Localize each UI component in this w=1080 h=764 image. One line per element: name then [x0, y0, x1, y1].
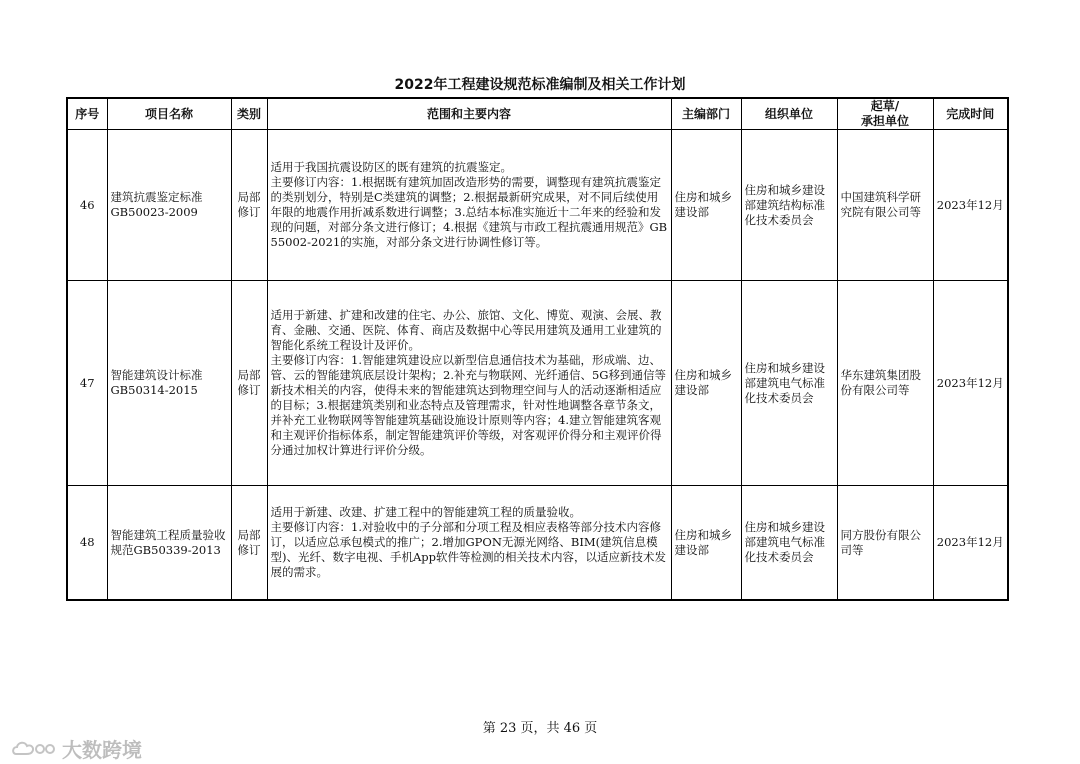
- header-name: 项目名称: [107, 98, 231, 130]
- row-name: 建筑抗震鉴定标准GB50023-2009: [107, 130, 231, 281]
- page-title: 2022年工程建设规范标准编制及相关工作计划: [394, 77, 686, 93]
- scope-line: 主要修订内容：1.智能建筑建设应以新型信息通信技术为基础，形成端、边、管、云的智能建筑底层设计架构；2.补充与物联网、光纤通信、5G移到通信等新技术相关的内容，使得未来的智能建筑达到物理空间与人的活动逐渐相适应的目标；3.根据建筑类别和业态特点及管理需求，针对性地调整各章节条文，并补充工业物联网等智能建筑基础设施设计原则等内容；4.建立智能建筑客观和主观评价指标体系，制定智能建筑评价等级，对客观评价得分和主观评价得分通过加权计算进行评价分级。: [270, 353, 666, 457]
- header-seq: 序号: [67, 98, 107, 130]
- table-row: [67, 130, 1008, 281]
- row-type: 局部修订: [231, 130, 267, 281]
- header-drafter-line1: 起草/: [870, 99, 900, 113]
- scope-line: 适用于我国抗震设防区的既有建筑的抗震鉴定。: [270, 160, 512, 174]
- header-drafter-line2: 承担单位: [860, 114, 909, 128]
- scope-line: 主要修订内容：1.对验收中的子分部和分项工程及相应表格等部分技术内容修订，以适应总承包模式的推广；2.增加GPON无源光网络、BIM(建筑信息模型)、光纤、数字电视、手机App软件等检测的相关技术内容，以适应新技术发展的需求。: [270, 520, 667, 579]
- row-org: 住房和城乡建设部建筑电气标准化技术委员会: [741, 486, 837, 601]
- row-scope: [267, 281, 671, 486]
- header-dept: 主编部门: [671, 98, 741, 130]
- row-org: 住房和城乡建设部建筑电气标准化技术委员会: [741, 281, 837, 486]
- table-header-row: [67, 98, 1008, 130]
- row-scope: [267, 486, 671, 601]
- row-finish: 2023年12月: [933, 130, 1008, 281]
- row-seq: 48: [67, 486, 107, 601]
- header-org: 组织单位: [741, 98, 837, 130]
- header-type: 类别: [231, 98, 267, 130]
- row-org: 住房和城乡建设部建筑结构标准化技术委员会: [741, 130, 837, 281]
- row-dept: 住房和城乡建设部: [671, 281, 741, 486]
- scope-line: 适用于新建、扩建和改建的住宅、办公、旅馆、文化、博览、观演、会展、教育、金融、交通、医院、体育、商店及数据中心等民用建筑及通用工业建筑的智能化系统工程设计及评价。: [270, 308, 662, 352]
- watermark: [10, 734, 142, 763]
- table-row: [67, 281, 1008, 486]
- table-row: [67, 486, 1008, 601]
- row-seq: 46: [67, 130, 107, 281]
- row-finish: 2023年12月: [933, 486, 1008, 601]
- scope-line: 主要修订内容：1.根据既有建筑加固改造形势的需要，调整现有建筑抗震鉴定的类别划分，特别是C类建筑的调整；2.根据最新研究成果，对不同后续使用年限的地震作用折减系数进行调整；3.总结本标准实施近十二年来的经验和发现的问题，对部分条文进行修订；4.根据《建筑与市政工程抗震通用规范》GB 55002-2021的实施，对部分条文进行协调性修订等。: [270, 175, 668, 249]
- row-drafter: 华东建筑集团股份有限公司等: [837, 281, 933, 486]
- row-name: 智能建筑设计标准GB50314-2015: [107, 281, 231, 486]
- row-type: 局部修订: [231, 486, 267, 601]
- row-finish: 2023年12月: [933, 281, 1008, 486]
- row-dept: 住房和城乡建设部: [671, 130, 741, 281]
- row-type: 局部修订: [231, 281, 267, 486]
- header-drafter: [837, 98, 933, 130]
- row-seq: 47: [67, 281, 107, 486]
- row-drafter: 中国建筑科学研究院有限公司等: [837, 130, 933, 281]
- page-footer: 第 23 页，共 46 页: [482, 721, 598, 736]
- work-plan-table: [66, 97, 1009, 601]
- header-scope: 范围和主要内容: [267, 98, 671, 130]
- row-scope: [267, 130, 671, 281]
- row-dept: 住房和城乡建设部: [671, 486, 741, 601]
- watermark-text: 大数跨境: [62, 738, 142, 762]
- cloud-logo-icon: [10, 738, 56, 760]
- header-finish: 完成时间: [933, 98, 1008, 130]
- scope-line: 适用于新建、改建、扩建工程中的智能建筑工程的质量验收。: [270, 505, 581, 519]
- row-name: 智能建筑工程质量验收规范GB50339-2013: [107, 486, 231, 601]
- row-drafter: 同方股份有限公司等: [837, 486, 933, 601]
